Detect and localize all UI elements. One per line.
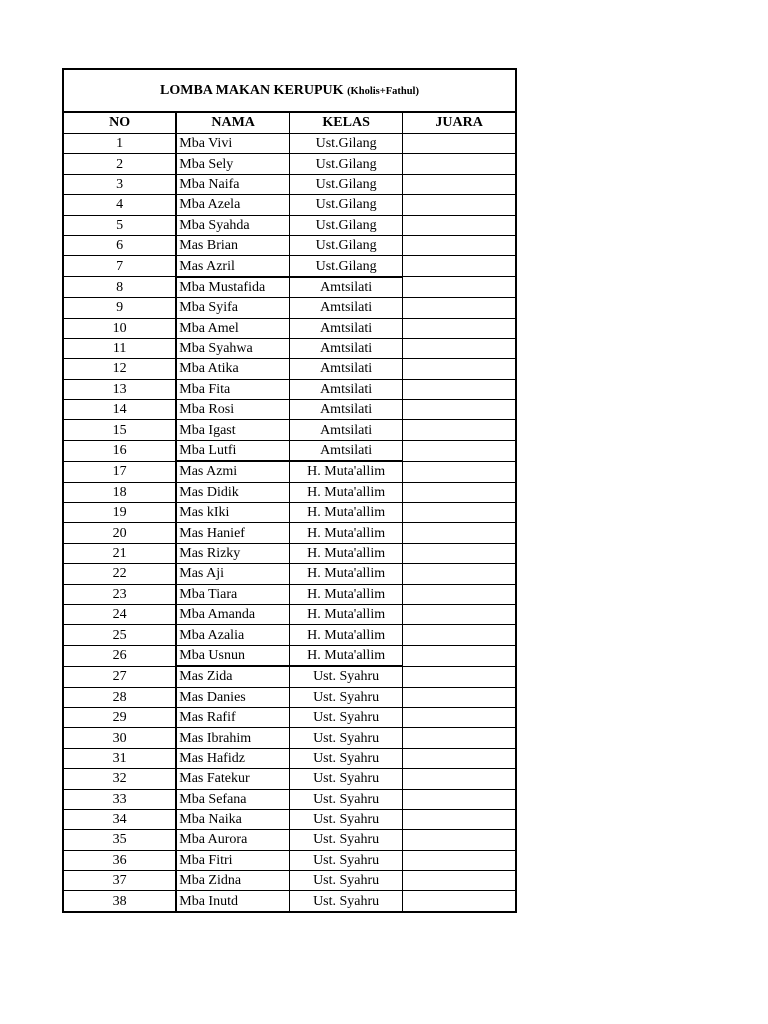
table-row [63,461,516,482]
row-no: 8 [63,277,176,298]
row-juara [403,359,516,379]
row-juara [403,400,516,420]
row-kelas: Ust.Gilang [290,134,403,154]
table-row [63,195,516,215]
row-no: 4 [63,195,176,215]
row-kelas: Amtsilati [290,318,403,338]
participant-table [62,68,517,913]
row-no: 38 [63,891,176,912]
row-no: 28 [63,687,176,707]
table-row [63,379,516,399]
row-nama: Mas kIki [176,503,289,523]
table-row [63,687,516,707]
row-no: 20 [63,523,176,543]
row-no: 36 [63,850,176,870]
row-kelas: Ust. Syahru [290,789,403,809]
row-kelas: Amtsilati [290,338,403,358]
participant-sheet [62,68,517,913]
row-juara [403,134,516,154]
table-row [63,850,516,870]
row-nama: Mba Syahwa [176,338,289,358]
table-row [63,174,516,194]
row-juara [403,277,516,298]
row-no: 24 [63,604,176,624]
row-juara [403,338,516,358]
row-kelas: Ust. Syahru [290,830,403,850]
row-juara [403,318,516,338]
row-kelas: H. Muta'allim [290,482,403,502]
row-kelas: Amtsilati [290,359,403,379]
row-juara [403,298,516,318]
row-nama: Mba Rosi [176,400,289,420]
table-row [63,298,516,318]
row-juara [403,871,516,891]
row-no: 3 [63,174,176,194]
row-nama: Mas Zida [176,666,289,687]
row-nama: Mba Azalia [176,625,289,645]
row-juara [403,440,516,461]
row-nama: Mas Didik [176,482,289,502]
row-kelas: H. Muta'allim [290,543,403,563]
row-no: 2 [63,154,176,174]
row-kelas: Ust. Syahru [290,748,403,768]
row-nama: Mba Mustafida [176,277,289,298]
row-kelas: H. Muta'allim [290,564,403,584]
row-kelas: Ust. Syahru [290,666,403,687]
row-juara [403,604,516,624]
row-no: 16 [63,440,176,461]
table-row [63,154,516,174]
row-no: 26 [63,645,176,666]
row-kelas: Amtsilati [290,277,403,298]
table-row [63,584,516,604]
row-no: 30 [63,728,176,748]
row-kelas: Amtsilati [290,440,403,461]
row-kelas: Ust.Gilang [290,154,403,174]
header-juara: JUARA [403,112,516,134]
row-kelas: Ust. Syahru [290,891,403,912]
table-row [63,769,516,789]
row-kelas: H. Muta'allim [290,461,403,482]
row-nama: Mba Inutd [176,891,289,912]
row-kelas: Ust. Syahru [290,769,403,789]
row-juara [403,174,516,194]
row-nama: Mas Ibrahim [176,728,289,748]
row-no: 18 [63,482,176,502]
row-juara [403,154,516,174]
row-juara [403,215,516,235]
table-row [63,215,516,235]
row-no: 32 [63,769,176,789]
row-no: 34 [63,809,176,829]
row-kelas: H. Muta'allim [290,604,403,624]
row-kelas: Ust.Gilang [290,215,403,235]
row-no: 7 [63,256,176,277]
table-row [63,523,516,543]
row-nama: Mba Naika [176,809,289,829]
row-no: 19 [63,503,176,523]
table-row [63,871,516,891]
row-nama: Mba Lutfi [176,440,289,461]
row-no: 27 [63,666,176,687]
row-no: 6 [63,235,176,255]
row-nama: Mas Rizky [176,543,289,563]
row-kelas: H. Muta'allim [290,523,403,543]
row-no: 14 [63,400,176,420]
table-row [63,440,516,461]
row-no: 22 [63,564,176,584]
row-no: 13 [63,379,176,399]
row-kelas: H. Muta'allim [290,645,403,666]
row-kelas: Amtsilati [290,400,403,420]
row-nama: Mas Azmi [176,461,289,482]
row-no: 15 [63,420,176,440]
row-juara [403,420,516,440]
row-juara [403,789,516,809]
row-juara [403,728,516,748]
title-row [63,69,516,112]
row-no: 1 [63,134,176,154]
row-nama: Mba Atika [176,359,289,379]
header-nama: NAMA [176,112,289,134]
row-nama: Mas Fatekur [176,769,289,789]
row-kelas: Ust.Gilang [290,256,403,277]
row-nama: Mba Fita [176,379,289,399]
table-row [63,318,516,338]
table-row [63,256,516,277]
row-nama: Mba Naifa [176,174,289,194]
table-row [63,707,516,727]
row-no: 29 [63,707,176,727]
table-row [63,645,516,666]
row-no: 10 [63,318,176,338]
row-juara [403,543,516,563]
row-nama: Mba Amanda [176,604,289,624]
row-nama: Mas Hanief [176,523,289,543]
row-no: 12 [63,359,176,379]
row-kelas: Ust.Gilang [290,235,403,255]
row-juara [403,748,516,768]
row-juara [403,379,516,399]
row-juara [403,195,516,215]
row-no: 23 [63,584,176,604]
row-no: 17 [63,461,176,482]
table-row [63,543,516,563]
row-kelas: H. Muta'allim [290,625,403,645]
table-row [63,789,516,809]
table-row [63,830,516,850]
row-kelas: Ust. Syahru [290,728,403,748]
row-juara [403,666,516,687]
table-row [63,604,516,624]
row-juara [403,584,516,604]
header-kelas: KELAS [290,112,403,134]
row-nama: Mba Sefana [176,789,289,809]
row-kelas: H. Muta'allim [290,584,403,604]
row-nama: Mba Sely [176,154,289,174]
table-row [63,564,516,584]
table-row [63,809,516,829]
row-nama: Mas Brian [176,235,289,255]
title-main: LOMBA MAKAN KERUPUK [160,82,344,98]
row-nama: Mba Aurora [176,830,289,850]
row-juara [403,707,516,727]
row-juara [403,850,516,870]
row-no: 35 [63,830,176,850]
row-nama: Mba Vivi [176,134,289,154]
row-kelas: Ust.Gilang [290,195,403,215]
row-nama: Mba Amel [176,318,289,338]
row-nama: Mas Aji [176,564,289,584]
row-no: 31 [63,748,176,768]
row-no: 9 [63,298,176,318]
row-no: 21 [63,543,176,563]
row-no: 5 [63,215,176,235]
table-row [63,359,516,379]
row-juara [403,461,516,482]
table-row [63,400,516,420]
row-juara [403,769,516,789]
table-row [63,235,516,255]
table-row [63,420,516,440]
table-row [63,277,516,298]
table-row [63,503,516,523]
row-juara [403,891,516,912]
table-row [63,728,516,748]
row-kelas: Ust. Syahru [290,850,403,870]
row-nama: Mas Danies [176,687,289,707]
row-juara [403,256,516,277]
row-nama: Mba Fitri [176,850,289,870]
table-row [63,338,516,358]
row-no: 25 [63,625,176,645]
table-row [63,748,516,768]
row-kelas: Amtsilati [290,298,403,318]
row-no: 33 [63,789,176,809]
row-nama: Mas Hafidz [176,748,289,768]
row-nama: Mas Rafif [176,707,289,727]
row-kelas: H. Muta'allim [290,503,403,523]
row-juara [403,830,516,850]
row-nama: Mba Zidna [176,871,289,891]
row-kelas: Ust. Syahru [290,707,403,727]
title-sub: (Kholis+Fathul) [347,85,419,97]
table-body [63,134,516,912]
table-row [63,666,516,687]
header-no: NO [63,112,176,134]
header-row [63,112,516,134]
table-row [63,891,516,912]
row-nama: Mba Usnun [176,645,289,666]
row-no: 11 [63,338,176,358]
row-kelas: Amtsilati [290,420,403,440]
row-nama: Mas Azril [176,256,289,277]
row-nama: Mba Syahda [176,215,289,235]
row-kelas: Ust. Syahru [290,687,403,707]
table-title [63,69,516,112]
row-nama: Mba Tiara [176,584,289,604]
row-nama: Mba Syifa [176,298,289,318]
row-juara [403,503,516,523]
table-row [63,134,516,154]
row-nama: Mba Azela [176,195,289,215]
row-kelas: Ust. Syahru [290,871,403,891]
row-no: 37 [63,871,176,891]
row-juara [403,235,516,255]
row-juara [403,625,516,645]
row-kelas: Ust.Gilang [290,174,403,194]
row-juara [403,645,516,666]
row-kelas: Ust. Syahru [290,809,403,829]
table-row [63,625,516,645]
row-juara [403,523,516,543]
row-juara [403,809,516,829]
row-juara [403,687,516,707]
row-juara [403,482,516,502]
row-kelas: Amtsilati [290,379,403,399]
row-nama: Mba Igast [176,420,289,440]
table-row [63,482,516,502]
row-juara [403,564,516,584]
